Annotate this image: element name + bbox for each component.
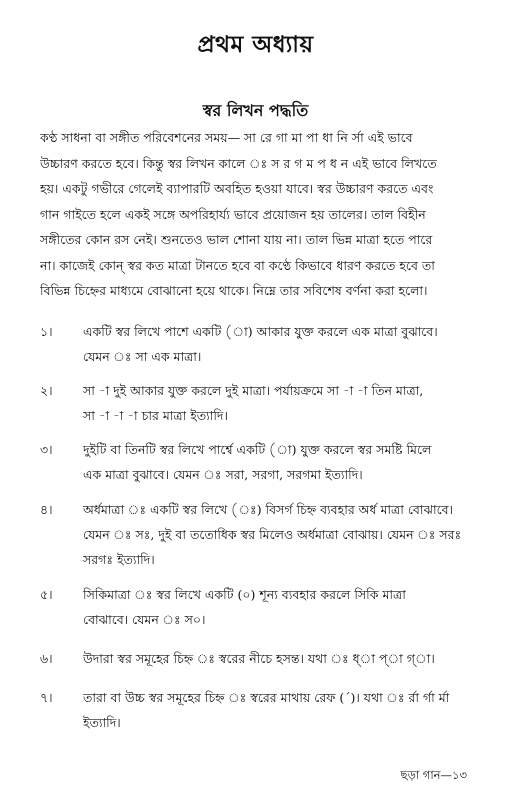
item-line: বোঝাবে। যেমন ঃ স০।: [83, 612, 206, 627]
page-footer: ছড়া গান—১৩: [400, 768, 467, 782]
item-number: ৩।: [40, 442, 53, 457]
item-text: [83, 497, 483, 572]
item-text: [83, 437, 483, 487]
intro-line: কণ্ঠ সাধনা বা সঙ্গীত পরিবেশনের সময়— সা রে গা মা পা ধা নি র্সা এই ভাবে: [40, 130, 413, 145]
item-line: যেমন ঃ সা এক মাত্রা।: [83, 349, 202, 364]
intro-paragraph: [40, 125, 476, 304]
item-line: সিকিমাত্রা ঃ স্বর লিখে একটি (০) শূন্য ব্যবহার করলে সিকি মাত্রা: [83, 587, 406, 602]
item-number: ৭।: [40, 690, 53, 705]
item-line: অর্ধমাত্রা ঃ একটি স্বর লিখে (ঃ) বিসর্গ চিহ্ন ব্যবহার অর্ধ মাত্রা বোঝাবে।: [83, 502, 454, 517]
item-text: [83, 685, 483, 735]
intro-line: বিভিন্ন চিহ্নের মাধ্যমে বোঝানো হয়ে থাকে। নিম্নে তার সবিশেষ বর্ণনা করা হলো।: [40, 283, 428, 298]
intro-line: না। কাজেই কোন্ স্বর কত মাত্রা টানতে হবে বা কণ্ঠে কিভাবে ধারণ করতে হবে তা: [40, 257, 435, 273]
item-line: একটি স্বর লিখে পাশে একটি (া) আকার যুক্ত করলে এক মাত্রা বুঝাবে।: [83, 324, 438, 339]
intro-line: সঙ্গীতের কোন রস নেই। শুনতেও ভাল শোনা যায় না। তাল ভিন্ন মাত্রা হতে পারে: [40, 232, 433, 247]
item-line: সা -া দুই আকার যুক্ত করলে দুই মাত্রা। পর্যায়ক্রমে সা -া -া তিন মাত্রা,: [83, 383, 424, 398]
item-number: ৫।: [40, 587, 53, 602]
chapter-title: প্রথম অধ্যায়: [197, 31, 314, 58]
item-line: সা -া -া -া চার মাত্রা ইত্যাদি।: [83, 408, 228, 423]
item-number: ৬।: [40, 651, 53, 666]
item-line: ইত্যাদি।: [83, 715, 121, 730]
item-text: [83, 319, 483, 369]
item-number: ১।: [40, 324, 53, 339]
section-title: স্বর লিখন পদ্ধতি: [202, 101, 309, 120]
item-line: যেমন ঃ সঃ, দুই বা ততোধিক স্বর মিলেও অর্ধমাত্রা বোঝায়। যেমন ঃ সরঃ: [83, 527, 462, 542]
item-line: দুইটি বা তিনটি স্বর লিখে পার্শ্বে একটি (া) যুক্ত করলে স্বর সমষ্টি মিলে: [83, 442, 432, 457]
item-text: [83, 646, 483, 671]
item-line: তারা বা উচ্চ স্বর সমূহের চিহ্ন ঃ স্বরের মাথায় রেফ (´)। যথা ঃ র্রা র্গা র্মা: [83, 690, 450, 705]
item-number: ২।: [40, 383, 53, 398]
item-text: [83, 378, 483, 428]
intro-line: গান গাইতে হলে একই সঙ্গে অপরিহার্য্য ভাবে প্রয়োজন হয় তালের। তাল বিহীন: [40, 206, 426, 222]
item-line: উদারা স্বর সমূহের চিহ্ন ঃ স্বরের নীচে হসন্ত। যথা ঃ ধ্া প্া গ্া।: [83, 651, 435, 666]
intro-line: উচ্চারণ করতে হবে। কিন্তু স্বর লিখন কালে ঃ স র গ ম প ধ ন এই ভাবে লিখতে: [40, 155, 437, 171]
item-line: সরগঃ ইত্যাদি।: [83, 552, 155, 567]
item-line: এক মাত্রা বুঝাবে। যেমন ঃ সরা, সরগা, সরগমা ইত্যাদি।: [83, 467, 363, 482]
item-number: ৪।: [40, 502, 53, 517]
item-text: [83, 582, 483, 632]
intro-line: হয়। একটু গভীরে গেলেই ব্যাপারটি অবহিত হওয়া যাবে। স্বর উচ্চারণ করতে এবং: [40, 181, 434, 196]
